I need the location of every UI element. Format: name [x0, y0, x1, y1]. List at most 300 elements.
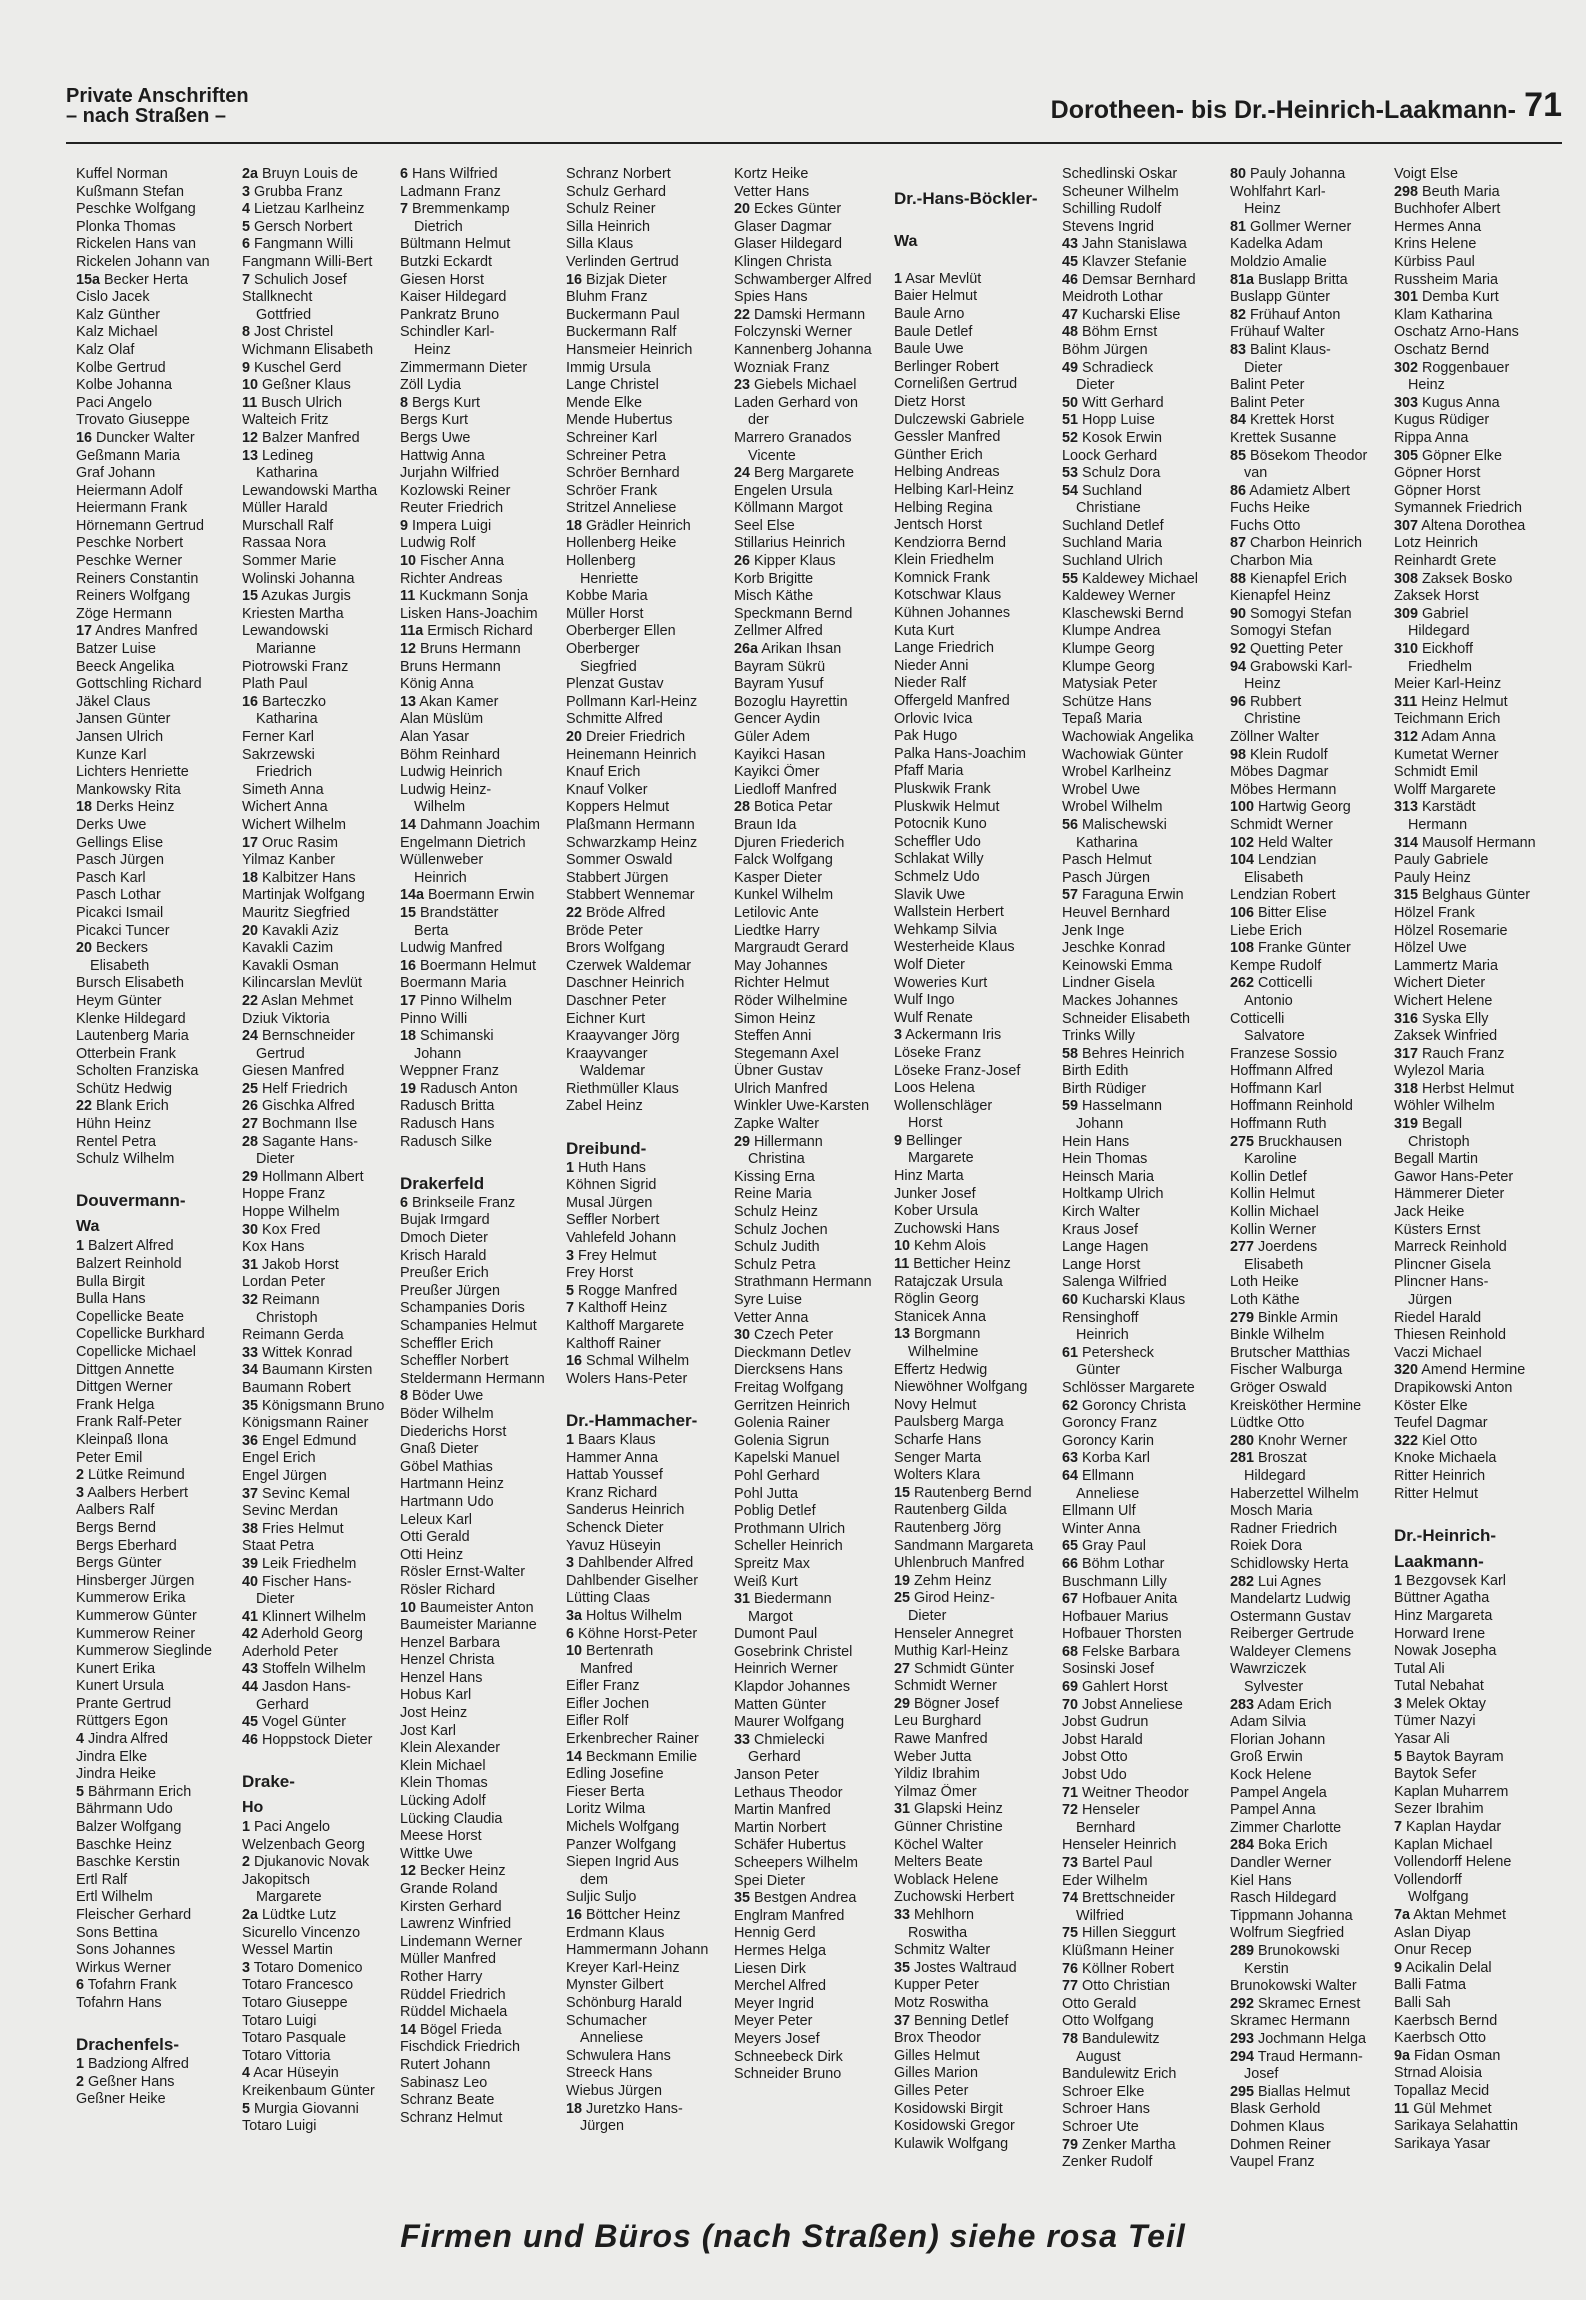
house-number: 318: [1394, 1080, 1419, 1097]
house-number: 16: [242, 693, 259, 710]
directory-entry: [400, 465, 568, 483]
directory-entry: [242, 1186, 410, 1204]
street-district: Ho: [242, 1799, 264, 1817]
resident-name: Lindner Gisela: [1062, 975, 1155, 992]
directory-entry: [1062, 1767, 1230, 1785]
resident-name: Zenker Rudolf: [1062, 2154, 1153, 2171]
resident-name: Daschner Heinrich: [566, 975, 685, 992]
directory-entry: [76, 1467, 244, 1485]
directory-entry: [566, 219, 734, 237]
directory-entry: [400, 430, 568, 448]
directory-entry: [1062, 1785, 1230, 1803]
directory-entry: [242, 764, 410, 782]
directory-entry: [734, 711, 902, 729]
resident-name: Kayikci Hasan: [734, 746, 826, 763]
house-number: 1: [1394, 1572, 1403, 1589]
resident-name: Karoline: [1244, 1151, 1297, 1168]
directory-entry: [242, 1098, 410, 1116]
directory-entry: [1230, 535, 1398, 553]
resident-name: Biedermann: [754, 1591, 832, 1608]
resident-name: Rentel Petra: [76, 1133, 156, 1150]
directory-entry: [76, 659, 244, 677]
resident-name: Yasar Ali: [1394, 1731, 1450, 1748]
resident-name: Frey Horst: [566, 1265, 634, 1282]
directory-entry: [1394, 1766, 1562, 1784]
resident-name: Vollendorff: [1394, 1871, 1462, 1888]
directory-entry: [242, 1169, 410, 1187]
resident-name: Margarete: [908, 1150, 974, 1167]
resident-name: Leik Friedhelm: [262, 1555, 357, 1572]
resident-name: Cotticelli: [1230, 1010, 1285, 1027]
resident-name: Gül Mehmet: [1413, 2100, 1492, 2117]
directory-entry: [1394, 1345, 1562, 1363]
resident-name: Lange Friedrich: [894, 640, 994, 657]
house-number: 18: [566, 2100, 583, 2117]
directory-entry: [76, 1889, 244, 1907]
house-number: 314: [1394, 834, 1419, 851]
directory-entry: [400, 852, 568, 870]
resident-name: Wichert Dieter: [1394, 975, 1486, 992]
directory-entry: [894, 1045, 1062, 1063]
resident-name: Seel Else: [734, 517, 795, 534]
directory-entry: [566, 1063, 734, 1081]
directory-entry: [76, 623, 244, 641]
resident-name: Heinz: [1408, 377, 1445, 394]
resident-name: Wolinski Johanna: [242, 570, 355, 587]
resident-name: Schranz Helmut: [400, 2109, 503, 2126]
resident-name: Wilhelmine: [908, 1344, 979, 1360]
resident-name: Ritter Heinrich: [1394, 1467, 1486, 1484]
house-number: 14: [400, 2021, 417, 2038]
resident-name: Böhm Lothar: [1082, 1555, 1165, 1572]
directory-entry: [1394, 1626, 1562, 1644]
resident-name: Eichner Kurt: [566, 1010, 646, 1027]
house-number: 98: [1230, 746, 1247, 763]
resident-name: Ludwig Heinrich: [400, 764, 503, 781]
directory-entry: [400, 1881, 568, 1899]
resident-name: Hofbauer Thorsten: [1062, 1626, 1182, 1643]
directory-entry: [400, 694, 568, 712]
directory-entry: [242, 1063, 410, 1081]
directory-entry: [566, 1248, 734, 1266]
directory-entry: [400, 254, 568, 272]
resident-name: Pauly Gabriele: [1394, 852, 1489, 869]
resident-name: Liedtke Harry: [734, 922, 820, 939]
directory-entry: [1062, 887, 1230, 905]
resident-name: Kirsten Gerhard: [400, 1898, 502, 1915]
house-number: 298: [1394, 183, 1419, 200]
resident-name: Waldeyer Clemens: [1230, 1643, 1352, 1660]
directory-entry: [894, 447, 1062, 465]
resident-name: Friedhelm: [1408, 658, 1472, 675]
directory-entry: [1394, 1011, 1562, 1029]
directory-entry: [1394, 1749, 1562, 1767]
directory-entry: [566, 887, 734, 905]
directory-entry: [400, 1283, 568, 1301]
directory-entry: [1062, 1591, 1230, 1609]
resident-name: Dieter: [256, 1591, 295, 1608]
directory-entry: [566, 500, 734, 518]
resident-name: Balint Peter: [1230, 377, 1305, 394]
directory-entry: [76, 571, 244, 589]
house-number: 37: [894, 2012, 911, 2029]
directory-entry: [1062, 1046, 1230, 1064]
resident-name: Kadelka Adam: [1230, 236, 1323, 253]
directory-entry: [1394, 1380, 1562, 1398]
house-number: 108: [1230, 940, 1255, 957]
resident-name: Weber Jutta: [894, 1748, 972, 1765]
directory-entry: [894, 887, 1062, 905]
resident-name: Wolf Dieter: [894, 956, 965, 973]
footer-note: Firmen und Büros (nach Straßen) siehe rosa Teil: [400, 2218, 1186, 2254]
resident-name: Brunokowski Walter: [1230, 1978, 1357, 1995]
house-number: 83: [1230, 341, 1247, 358]
resident-name: Plincner Hans-: [1394, 1274, 1489, 1291]
resident-name: Kuschel Gerd: [254, 359, 342, 376]
directory-entry: [734, 1626, 902, 1644]
directory-entry: [1394, 905, 1562, 923]
house-number: 18: [566, 517, 583, 534]
resident-name: Christine: [1244, 711, 1301, 728]
directory-entry: [1062, 1327, 1230, 1345]
resident-name: Fangmann Willi: [254, 236, 354, 253]
directory-entry: [1394, 1274, 1562, 1292]
resident-name: Heinemann Heinrich: [566, 746, 697, 763]
resident-name: Hoffmann Ruth: [1230, 1116, 1327, 1133]
directory-entry: [1230, 2031, 1398, 2049]
resident-name: Bremmenkamp: [412, 201, 510, 218]
directory-entry: [566, 694, 734, 712]
column-5: [734, 166, 902, 2084]
resident-name: Jostes Waltraud: [914, 1959, 1017, 1976]
column-2: [242, 166, 410, 2136]
resident-name: Hartmann Heinz: [400, 1476, 504, 1493]
resident-name: Löseke Franz-Josef: [894, 1062, 1021, 1079]
directory-entry: [1062, 835, 1230, 853]
resident-name: Pampel Anna: [1230, 1802, 1316, 1819]
resident-name: Begall: [1422, 1116, 1463, 1133]
directory-entry: [76, 289, 244, 307]
directory-entry: [734, 1644, 902, 1662]
house-number: 4: [242, 201, 251, 218]
directory-entry: [76, 342, 244, 360]
resident-name: Acar Hüseyin: [253, 2065, 339, 2082]
directory-entry: [1230, 1661, 1398, 1679]
resident-name: Radner Friedrich: [1230, 1520, 1338, 1537]
resident-name: Henzel Hans: [400, 1669, 483, 1686]
resident-name: Rüttgers Egon: [76, 1713, 168, 1730]
resident-name: Ackermann Iris: [905, 1027, 1002, 1044]
house-number: 67: [1062, 1591, 1079, 1608]
resident-name: Schmidt Emil: [1394, 764, 1478, 781]
resident-name: Prante Gertrud: [76, 1695, 172, 1712]
directory-entry: [1062, 1978, 1230, 1996]
directory-entry: [1394, 184, 1562, 202]
directory-entry: [1230, 1837, 1398, 1855]
house-number: 11: [400, 588, 416, 605]
directory-entry: [894, 1256, 1062, 1274]
directory-entry: [1062, 1626, 1230, 1644]
resident-name: Fischer Walburga: [1230, 1362, 1343, 1379]
resident-name: Boka Erich: [1258, 1837, 1328, 1854]
directory-entry: [894, 1027, 1062, 1045]
directory-entry: [1062, 1556, 1230, 1574]
directory-entry: [1062, 1855, 1230, 1873]
directory-entry: [1230, 711, 1398, 729]
directory-entry: [566, 1081, 734, 1099]
directory-entry: [1230, 324, 1398, 342]
directory-entry: [242, 430, 410, 448]
directory-entry: [734, 1046, 902, 1064]
directory-entry: [76, 1326, 244, 1344]
directory-entry: [76, 1766, 244, 1784]
directory-entry: [566, 2118, 734, 2136]
house-number: 31: [242, 1256, 259, 1273]
house-number: 20: [566, 729, 583, 745]
directory-entry: [1062, 272, 1230, 290]
house-number: 92: [1230, 641, 1247, 658]
directory-entry: [76, 465, 244, 483]
directory-entry: [566, 1011, 734, 1029]
directory-entry: [566, 2083, 734, 2101]
resident-name: Kollin Detlef: [1230, 1168, 1307, 1185]
directory-entry: [76, 1555, 244, 1573]
resident-name: Sezer Ibrahim: [1394, 1801, 1484, 1818]
resident-name: Knohr Werner: [1258, 1432, 1348, 1449]
directory-entry: [242, 2013, 410, 2031]
resident-name: Jobst Otto: [1062, 1749, 1128, 1766]
house-number: 26: [734, 553, 751, 570]
resident-name: Otterbein Frank: [76, 1045, 176, 1062]
directory-entry: [400, 166, 568, 184]
resident-name: Hoppe Wilhelm: [242, 1204, 340, 1221]
house-number: 11: [1394, 2100, 1410, 2117]
resident-name: Korb Brigitte: [734, 570, 814, 587]
directory-entry: [1062, 975, 1230, 993]
house-number: 11a: [400, 623, 424, 640]
resident-name: Ostermann Gustav: [1230, 1608, 1351, 1625]
directory-entry: [76, 518, 244, 536]
directory-entry: [1230, 606, 1398, 624]
directory-entry: [400, 1582, 568, 1600]
resident-name: Dittgen Werner: [76, 1379, 173, 1396]
house-number: 279: [1230, 1309, 1255, 1326]
resident-name: Schranz Norbert: [566, 166, 671, 182]
resident-name: Lietzau Karlheinz: [254, 201, 365, 218]
resident-name: Dieter: [908, 1607, 947, 1624]
directory-entry: [1062, 993, 1230, 1011]
resident-name: Antonio: [1244, 992, 1293, 1009]
resident-name: Zabel Heinz: [566, 1098, 643, 1115]
house-number: 3: [1394, 1695, 1403, 1712]
resident-name: Buchhofer Albert: [1394, 201, 1501, 218]
resident-name: Zellmer Alfred: [734, 623, 823, 640]
resident-name: Kolbe Johanna: [76, 377, 173, 394]
house-number: 94: [1230, 658, 1247, 675]
resident-name: Mosch Maria: [1230, 1503, 1313, 1520]
directory-entry: [1230, 166, 1398, 184]
directory-entry: [76, 483, 244, 501]
house-number: 320: [1394, 1362, 1419, 1379]
directory-entry: [76, 1749, 244, 1767]
directory-entry: [1062, 1908, 1230, 1926]
directory-entry: [566, 412, 734, 430]
resident-name: Nowak Josepha: [1394, 1643, 1497, 1660]
directory-entry: [1394, 2118, 1562, 2136]
directory-entry: [1062, 236, 1230, 254]
directory-entry: [894, 482, 1062, 500]
directory-entry: [1230, 1925, 1398, 1943]
directory-entry: [1062, 852, 1230, 870]
directory-entry: [76, 1960, 244, 1978]
directory-entry: [76, 887, 244, 905]
directory-entry: [400, 764, 568, 782]
directory-entry: [1394, 535, 1562, 553]
directory-entry: [76, 1134, 244, 1152]
house-number: 48: [1062, 324, 1079, 341]
resident-name: Sylvester: [1244, 1679, 1304, 1696]
directory-entry: [242, 448, 410, 466]
house-number: 19: [894, 1572, 911, 1589]
resident-name: Henseler Annegret: [894, 1625, 1014, 1642]
resident-name: Helbing Karl-Heinz: [894, 481, 1014, 498]
directory-entry: [1230, 1186, 1398, 1204]
resident-name: Staat Petra: [242, 1538, 314, 1555]
resident-name: Kürbiss Paul: [1394, 253, 1475, 270]
resident-name: Cotticelli: [1258, 975, 1313, 992]
directory-entry: [76, 1731, 244, 1749]
directory-entry: [1394, 518, 1562, 536]
directory-entry: [242, 1503, 410, 1521]
resident-name: Felske Barbara: [1082, 1643, 1180, 1660]
resident-name: Holtus Wilhelm: [586, 1607, 682, 1624]
house-number: 2: [76, 2073, 85, 2090]
resident-name: Wirkus Werner: [76, 1959, 171, 1976]
resident-name: Hollenberg Heike: [566, 535, 677, 552]
directory-entry: [894, 324, 1062, 342]
directory-entry: [566, 2030, 734, 2048]
house-number: 3: [566, 1555, 575, 1572]
resident-name: Heinz: [1244, 201, 1281, 218]
directory-entry: [76, 184, 244, 202]
directory-entry: [1394, 817, 1562, 835]
directory-entry: [1394, 571, 1562, 589]
directory-entry: [400, 1081, 568, 1099]
resident-name: Derks Uwe: [76, 816, 147, 833]
directory-entry: [242, 1116, 410, 1134]
directory-entry: [242, 958, 410, 976]
resident-name: Schwulera Hans: [566, 2047, 671, 2064]
directory-entry: [734, 588, 902, 606]
resident-name: Scheepers Wilhelm: [734, 1855, 858, 1871]
resident-name: Schmelz Udo: [894, 868, 980, 885]
resident-name: Dmoch Dieter: [400, 1230, 488, 1247]
resident-name: Diederichs Horst: [400, 1423, 507, 1440]
resident-name: Rippa Anna: [1394, 429, 1469, 446]
resident-name: Wulf Ingo: [894, 992, 955, 1009]
resident-name: Baier Helmut: [894, 288, 978, 305]
resident-name: Roiek Dora: [1230, 1538, 1302, 1555]
resident-name: Hammer Anna: [566, 1449, 658, 1466]
resident-name: Wehkamp Silvia: [894, 921, 997, 938]
directory-entry: [1394, 324, 1562, 342]
resident-name: Ritter Helmut: [1394, 1485, 1478, 1502]
resident-name: Wachowiak Günter: [1062, 746, 1184, 763]
directory-entry: [894, 1995, 1062, 2013]
directory-entry: [1230, 694, 1398, 712]
resident-name: Schampanies Helmut: [400, 1318, 537, 1334]
house-number: 73: [1062, 1855, 1079, 1871]
directory-entry: [1230, 1802, 1398, 1820]
resident-name: Kosidowski Birgit: [894, 2100, 1003, 2117]
resident-name: Tutal Ali: [1394, 1660, 1445, 1677]
resident-name: May Johannes: [734, 957, 828, 974]
directory-entry: [400, 377, 568, 395]
resident-name: Böder Wilhelm: [400, 1405, 494, 1422]
directory-entry: [1062, 518, 1230, 536]
directory-entry: [734, 1767, 902, 1785]
resident-name: Kempe Rudolf: [1230, 957, 1322, 974]
directory-entry: [242, 360, 410, 378]
house-number: 52: [1062, 429, 1079, 446]
directory-entry: [400, 975, 568, 993]
resident-name: Hühn Heinz: [76, 1116, 152, 1133]
resident-name: Brox Theodor: [894, 2030, 981, 2047]
resident-name: Grubba Franz: [254, 183, 343, 200]
directory-entry: [76, 2074, 244, 2092]
resident-name: Jasdon Hans-: [262, 1679, 351, 1696]
resident-name: Baumann Kirsten: [262, 1362, 373, 1379]
resident-name: Klein Michael: [400, 1757, 486, 1774]
directory-entry: [76, 729, 244, 747]
directory-entry: [734, 1679, 902, 1697]
resident-name: Bestgen Andrea: [754, 1890, 857, 1907]
directory-entry: [242, 641, 410, 659]
resident-name: Speckmann Bernd: [734, 605, 853, 622]
directory-entry: [1230, 483, 1398, 501]
directory-entry: [76, 166, 244, 184]
directory-entry: [400, 412, 568, 430]
directory-entry: [734, 1503, 902, 1521]
resident-name: Horst: [908, 1115, 943, 1132]
resident-name: Köllner Robert: [1082, 1960, 1175, 1977]
directory-entry: [894, 1907, 1062, 1925]
directory-entry: [76, 1678, 244, 1696]
directory-entry: [76, 1661, 244, 1679]
directory-entry: [734, 1098, 902, 1116]
resident-name: Hoppe Franz: [242, 1186, 326, 1203]
directory-entry: [1230, 1961, 1398, 1979]
directory-entry: [734, 940, 902, 958]
house-number: 79: [1062, 2136, 1079, 2153]
directory-entry: [400, 1406, 568, 1424]
directory-entry: [1394, 553, 1562, 571]
resident-name: Bergs Eberhard: [76, 1537, 177, 1554]
directory-entry: [894, 1080, 1062, 1098]
directory-entry: [566, 1801, 734, 1819]
house-number: 49: [1062, 359, 1079, 376]
house-number: 11: [242, 394, 258, 411]
resident-name: Wichert Anna: [242, 799, 328, 816]
resident-name: Wallstein Herbert: [894, 904, 1004, 921]
directory-entry: [1394, 1819, 1562, 1837]
directory-entry: [242, 412, 410, 430]
resident-name: Pasch Lothar: [76, 887, 161, 904]
directory-entry: [1230, 1943, 1398, 1961]
directory-entry: [1230, 1644, 1398, 1662]
resident-name: Gilles Helmut: [894, 2047, 980, 2064]
resident-name: Goroncy Christa: [1082, 1397, 1186, 1414]
